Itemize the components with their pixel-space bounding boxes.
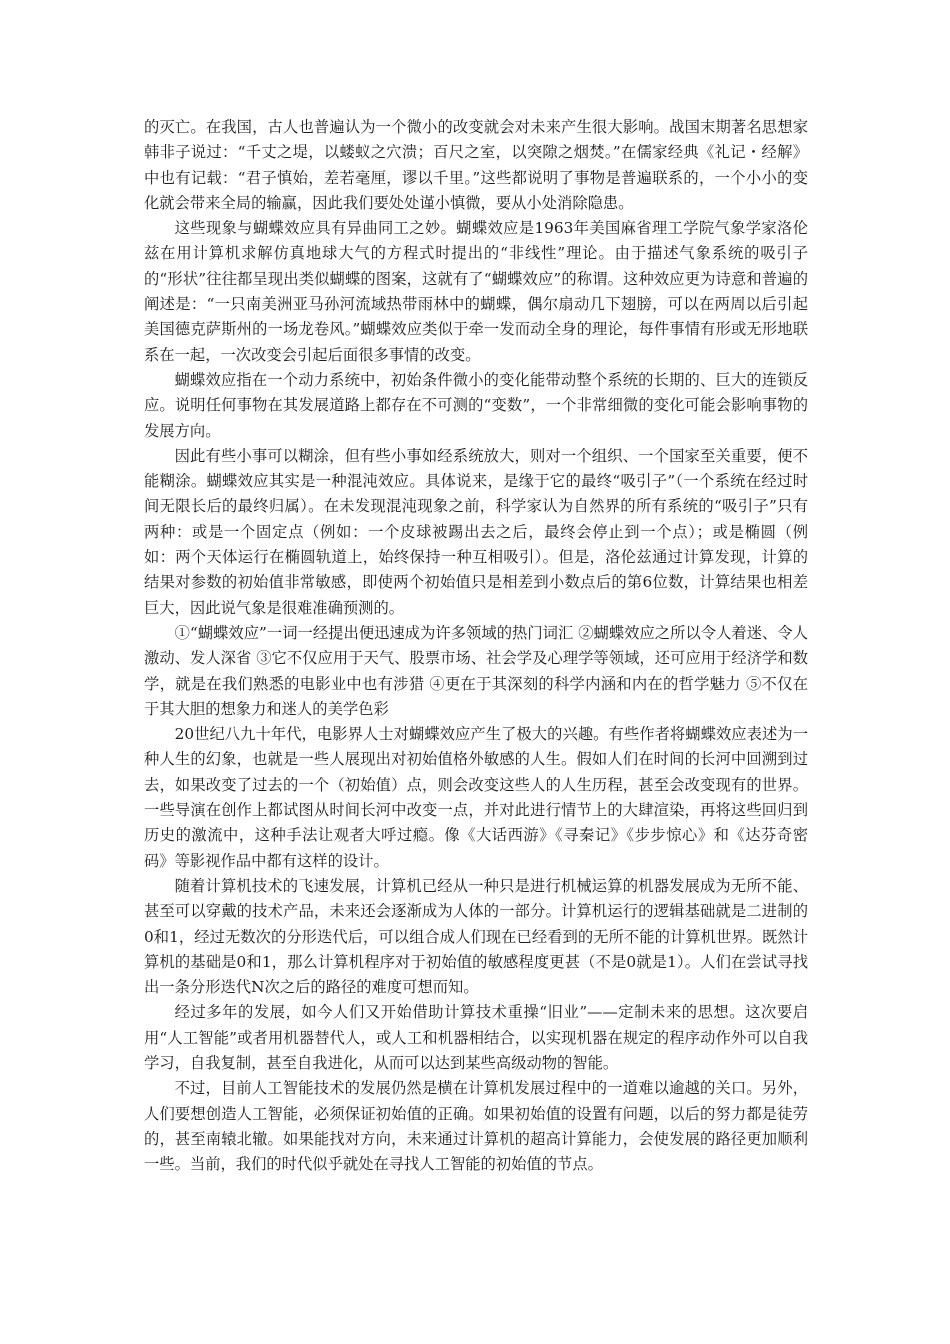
- paragraph-6: 20世纪八九十年代，电影界人士对蝴蝶效应产生了极大的兴趣。有些作者将蝴蝶效应表述为一种人生的幻象，也就是一些人展现出对初始值格外敏感的人生。假如人们在时间的长河中回溯到过去，如果改变了过去的一个（初始值）点，则会改变这些人的人生历程，甚至会改变现有的世界。一些导演在创作上都试图从时间长河中改变一点，并对此进行情节上的大肆渲染，再将这些回归到历史的激流中，这种手法让观者大呼过瘾。像《大话西游》《寻秦记》《步步惊心》和《达芬奇密码》等影视作品中都有这样的设计。: [144, 725, 808, 870]
- paragraph-4: 因此有些小事可以糊涂，但有些小事如经系统放大，则对一个组织、一个国家至关重要，便不能糊涂。蝴蝶效应其实是一种混沌效应。具体说来，是缘于它的最终“吸引子”（一个系统在经过时间无限长后的最终归属）。在未发现混沌现象之前，科学家认为自然界的所有系统的“吸引子”只有两种：或是一个固定点（例如：一个皮球被踢出去之后，最终会停止到一个点）；或是椭圆（例如：两个天体运行在椭圆轨道上，始终保持一种互相吸引）。但是，洛伦兹通过计算发现，计算的结果对参数的初始值非常敏感，即使两个初始值只是相差到小数点后的第6位数，计算结果也相差巨大，因此说气象是很难准确预测的。: [144, 446, 808, 617]
- paragraph-2: 这些现象与蝴蝶效应具有异曲同工之妙。蝴蝶效应是1963年美国麻省理工学院气象学家洛伦兹在用计算机求解仿真地球大气的方程式时提出的“非线性”理论。由于描述气象系统的吸引子的“形状”往往都呈现出类似蝴蝶的图案，这就有了“蝴蝶效应”的称谓。这种效应更为诗意和普遍的阐述是：“一只南美洲亚马孙河流域热带雨林中的蝴蝶，偶尔扇动几下翅膀，可以在两周以后引起美国德克萨斯州的一场龙卷风。”蝴蝶效应类似于牵一发而动全身的理论，每件事情有形或无形地联系在一起，一次改变会引起后面很多事情的改变。: [144, 219, 808, 364]
- paragraph-7: 随着计算机技术的飞速发展，计算机已经从一种只是进行机械运算的机器发展成为无所不能、甚至可以穿戴的技术产品，未来还会逐渐成为人体的一部分。计算机运行的逻辑基础就是二进制的0和1，经过无数次的分形迭代后，可以组合成人们现在已经看到的无所不能的计算机世界。既然计算机的基础是0和1，那么计算机程序对于初始值的敏感程度更甚（不是0就是1）。人们在尝试寻找出一条分形迭代N次之后的路径的难度可想而知。: [144, 876, 808, 997]
- paragraph-3: 蝴蝶效应指在一个动力系统中，初始条件微小的变化能带动整个系统的长期的、巨大的连锁反应。说明任何事物在其发展道路上都存在不可测的“变数”，一个非常细微的变化可能会影响事物的发展方向。: [144, 370, 808, 440]
- paragraph-5-numbered-sentences: ①“蝴蝶效应”一词一经提出便迅速成为许多领域的热门词汇 ②蝴蝶效应之所以令人着迷、令人激动、发人深省 ③它不仅应用于天气、股票市场、社会学及心理学等领域，还可应用于经济学和数学，就是在我们熟悉的电影业中也有涉猎 ④更在于其深刻的科学内涵和内在的哲学魅力 ⑤不仅在于其大胆的想象力和迷人的美学色彩: [144, 623, 808, 718]
- document-body: [144, 115, 808, 1177]
- paragraph-9: 不过，目前人工智能技术的发展仍然是横在计算机发展过程中的一道难以逾越的关口。另外，人们要想创造人工智能，必须保证初始值的正确。如果初始值的设置有问题，以后的努力都是徒劳的，甚至南辕北辙。如果能找对方向，未来通过计算机的超高计算能力，会使发展的路径更加顺利一些。当前，我们的时代似乎就处在寻找人工智能的初始值的节点。: [144, 1079, 808, 1174]
- paragraph-8: 经过多年的发展，如今人们又开始借助计算技术重操“旧业”——定制未来的思想。这次要启用“人工智能”或者用机器替代人，或人工和机器相结合，以实现机器在规定的程序动作外可以自我学习，自我复制，甚至自我进化，从而可以达到某些高级动物的智能。: [144, 1003, 808, 1072]
- paragraph-1: 的灭亡。在我国，古人也普遍认为一个微小的改变就会对未来产生很大影响。战国末期著名思想家韩非子说过：“千丈之堤，以蝼蚁之穴溃；百尺之室，以突隙之烟焚。”在儒家经典《礼记・经解》中也有记载：“君子慎始，差若毫厘，谬以千里。”这些都说明了事物是普遍联系的，一个小小的变化就会带来全局的输赢，因此我们要处处谨小慎微，要从小处消除隐患。: [144, 118, 808, 212]
